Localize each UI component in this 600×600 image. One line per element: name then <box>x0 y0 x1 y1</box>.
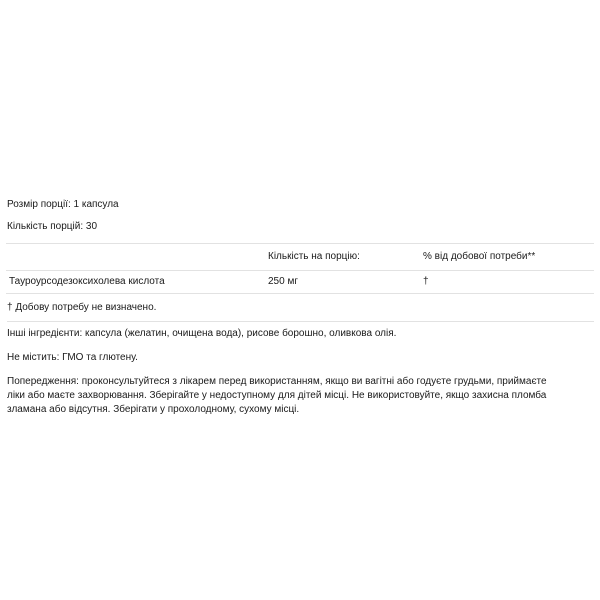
ingredient-daily-value: † <box>423 276 429 287</box>
header-daily-value: % від добової потреби** <box>423 251 536 262</box>
ingredient-amount: 250 мг <box>268 276 298 287</box>
other-ingredients: Інші інгредієнти: капсула (желатин, очищена вода), рисове борошно, оливкова олія. <box>7 328 397 339</box>
daily-value-footnote: † Добову потребу не визначено. <box>7 301 594 322</box>
warnings-text: Попередження: проконсультуйтеся з лікарем перед використанням, якщо ви вагітні або годуєте грудьми, приймаєте ліки або маєте захворювання. Зберігайте у недоступному для дітей місці. Не використовуйте, якщо захисна пломба зламана або відсутня. Зберігати у прохолодному, сухому місці. <box>7 376 547 415</box>
table-header-row <box>6 244 594 271</box>
free-from-statement: Не містить: ГМО та глютену. <box>7 352 138 363</box>
ingredient-name: Тауроурсодезоксихолева кислота <box>9 276 165 287</box>
table-row <box>6 271 594 294</box>
facts-table <box>6 243 594 294</box>
servings-per-container: Кількість порцій: 30 <box>7 221 98 232</box>
header-amount: Кількість на порцію: <box>268 251 360 262</box>
serving-size: Розмір порції: 1 капсула <box>7 199 119 210</box>
supplement-facts-panel <box>6 198 594 417</box>
